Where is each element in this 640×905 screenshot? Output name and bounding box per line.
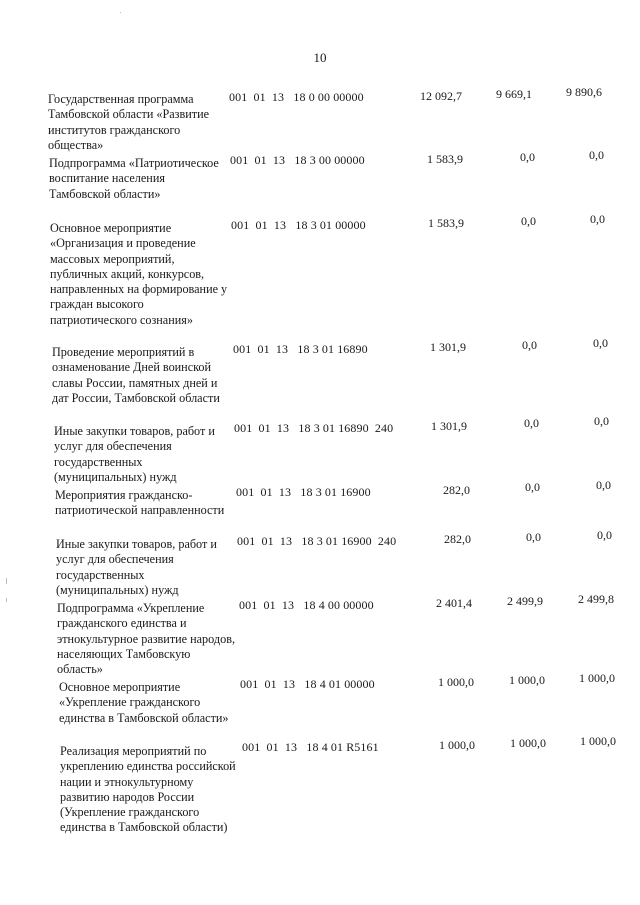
row-value-2: 0,0: [525, 480, 540, 494]
row-value-1: 1 583,9: [427, 152, 463, 166]
row-code: 001 01 13 18 3 01 16900: [236, 485, 371, 499]
row-value-1: 1 000,0: [438, 675, 474, 689]
row-value-2: 0,0: [526, 530, 541, 544]
row-value-2: 9 669,1: [496, 87, 532, 101]
row-value-1: 2 401,4: [436, 596, 472, 610]
row-name: Основное мероприятие «Организация и проведение массовых мероприятий, публичных акций, конкурсов, направленных на формирование у граждан высокого патриотического сознания»: [50, 221, 228, 327]
page-number: 10: [313, 50, 327, 65]
row-value-2: 0,0: [524, 416, 539, 430]
row-name: Государственная программа Тамбовской области «Развитие институтов гражданского общества»: [48, 92, 210, 152]
row-value-3: 0,0: [597, 528, 612, 542]
row-value-3: 0,0: [589, 148, 604, 162]
row-name: Подпрограмма «Укрепление гражданского единства и этнокультурное развитие народов, населяющих Тамбовскую область»: [57, 601, 235, 677]
row-name: Подпрограмма «Патриотическое воспитание населения Тамбовской области»: [49, 156, 219, 201]
row-value-2: 1 000,0: [509, 673, 545, 687]
row-value-1: 1 301,9: [431, 419, 467, 433]
row-code: 001 01 13 18 4 01 00000: [240, 677, 375, 691]
row-code: 001 01 13 18 3 01 16890 240: [234, 421, 394, 435]
row-value-3: 2 499,8: [578, 592, 614, 606]
row-name: Проведение мероприятий в ознаменование Дней воинской славы России, памятных дней и дат России, Тамбовской области: [52, 345, 220, 405]
row-value-2: 0,0: [521, 214, 536, 228]
row-value-1: 282,0: [444, 532, 471, 546]
row-code: 001 01 13 18 4 01 R5161: [242, 740, 379, 754]
row-value-2: 2 499,9: [507, 594, 543, 608]
row-name: Иные закупки товаров, работ и услуг для обеспечения государственных (муниципальных) нужд: [54, 424, 215, 484]
row-name: Основное мероприятие «Укрепление гражданского единства в Тамбовской области»: [59, 680, 229, 725]
row-value-1: 1 000,0: [439, 738, 475, 752]
row-name: Иные закупки товаров, работ и услуг для обеспечения государственных (муниципальных) нужд: [56, 537, 217, 597]
row-name: Мероприятия гражданско-патриотической направленности: [55, 488, 225, 518]
row-value-1: 12 092,7: [420, 89, 462, 103]
row-value-3: 0,0: [594, 414, 609, 428]
row-value-3: 0,0: [590, 212, 605, 226]
scan-speck: [6, 578, 7, 584]
row-code: 001 01 13 18 3 00 00000: [230, 153, 365, 167]
row-value-1: 282,0: [443, 483, 470, 497]
scan-speck: [6, 598, 7, 602]
row-code: 001 01 13 18 3 01 00000: [231, 218, 366, 232]
row-code: 001 01 13 18 3 01 16890: [233, 342, 368, 356]
row-value-3: 1 000,0: [580, 734, 616, 748]
row-value-1: 1 583,9: [428, 216, 464, 230]
row-value-3: 9 890,6: [566, 85, 602, 99]
row-value-2: 0,0: [522, 338, 537, 352]
row-value-3: 0,0: [596, 478, 611, 492]
row-name: Реализация мероприятий по укреплению единства российской нации и этнокультурному развитию народов России (Укрепление гражданского единства в Тамбовской области): [60, 744, 236, 835]
row-code: 001 01 13 18 3 01 16900 240: [237, 534, 397, 548]
scan-speck: [120, 12, 121, 13]
row-value-1: 1 301,9: [430, 340, 466, 354]
row-value-2: 0,0: [520, 150, 535, 164]
row-code: 001 01 13 18 0 00 00000: [229, 90, 364, 104]
row-code: 001 01 13 18 4 00 00000: [239, 598, 374, 612]
row-value-3: 0,0: [593, 336, 608, 350]
row-value-3: 1 000,0: [579, 671, 615, 685]
row-value-2: 1 000,0: [510, 736, 546, 750]
